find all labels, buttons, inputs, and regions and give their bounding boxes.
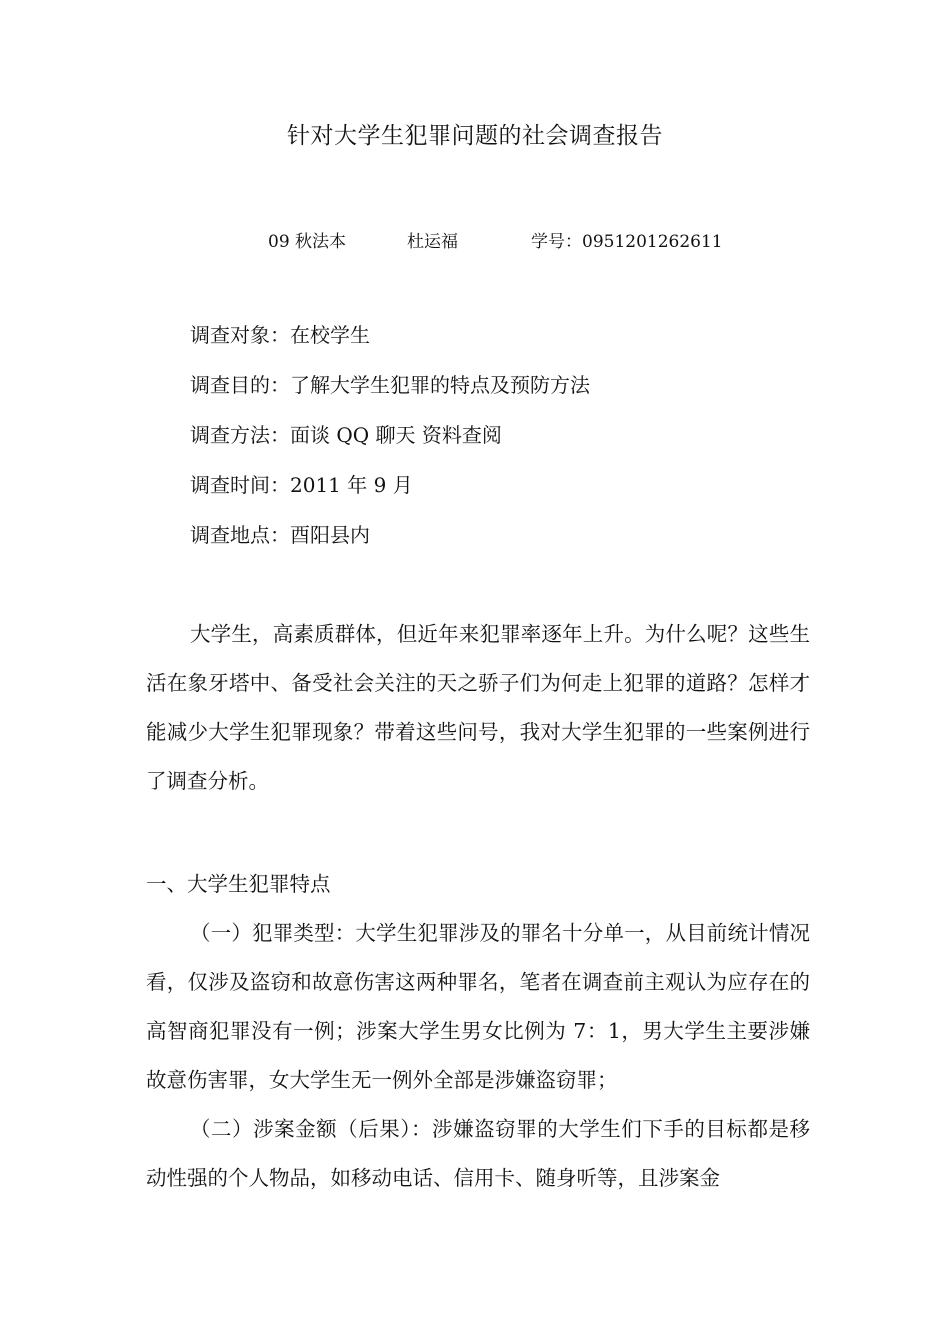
section-heading: 一、大学生犯罪特点 bbox=[146, 872, 331, 896]
info-location: 调查地点：酉阳县内 bbox=[190, 523, 370, 547]
document-title: 针对大学生犯罪问题的社会调查报告 bbox=[287, 123, 663, 149]
info-method: 调查方法：面谈 QQ 聊天 资料查阅 bbox=[190, 423, 502, 447]
section-paragraph-1: （一）犯罪类型：大学生犯罪涉及的罪名十分单一，从目前统计情况看，仅涉及盗窃和故意伤害这两种罪名，笔者在调查前主观认为应存在的高智商犯罪没有一例；涉案大学生男女比例为 7：1，男大学生主要涉嫌故意伤害罪，女大学生无一例外全部是涉嫌盗窃罪； bbox=[146, 921, 810, 1092]
survey-info bbox=[190, 320, 590, 570]
student-id: 学号：0951201262611 bbox=[531, 232, 723, 252]
author-class: 09 秋法本 bbox=[268, 232, 347, 252]
info-purpose: 调查目的：了解大学生犯罪的特点及预防方法 bbox=[190, 373, 590, 397]
info-time: 调查时间：2011 年 9 月 bbox=[190, 473, 413, 497]
author-name: 杜运福 bbox=[407, 232, 458, 252]
intro-paragraph: 大学生，高素质群体，但近年来犯罪率逐年上升。为什么呢？这些生活在象牙塔中、备受社会关注的天之骄子们为何走上犯罪的道路？怎样才能减少大学生犯罪现象？带着这些问号，我对大学生犯罪的一些案例进行了调查分析。 bbox=[146, 622, 810, 793]
section-paragraph-2: （二）涉案金额（后果）：涉嫌盗窃罪的大学生们下手的目标都是移动性强的个人物品，如移动电话、信用卡、随身听等，且涉案金 bbox=[146, 1117, 810, 1190]
info-subject: 调查对象：在校学生 bbox=[190, 323, 370, 347]
